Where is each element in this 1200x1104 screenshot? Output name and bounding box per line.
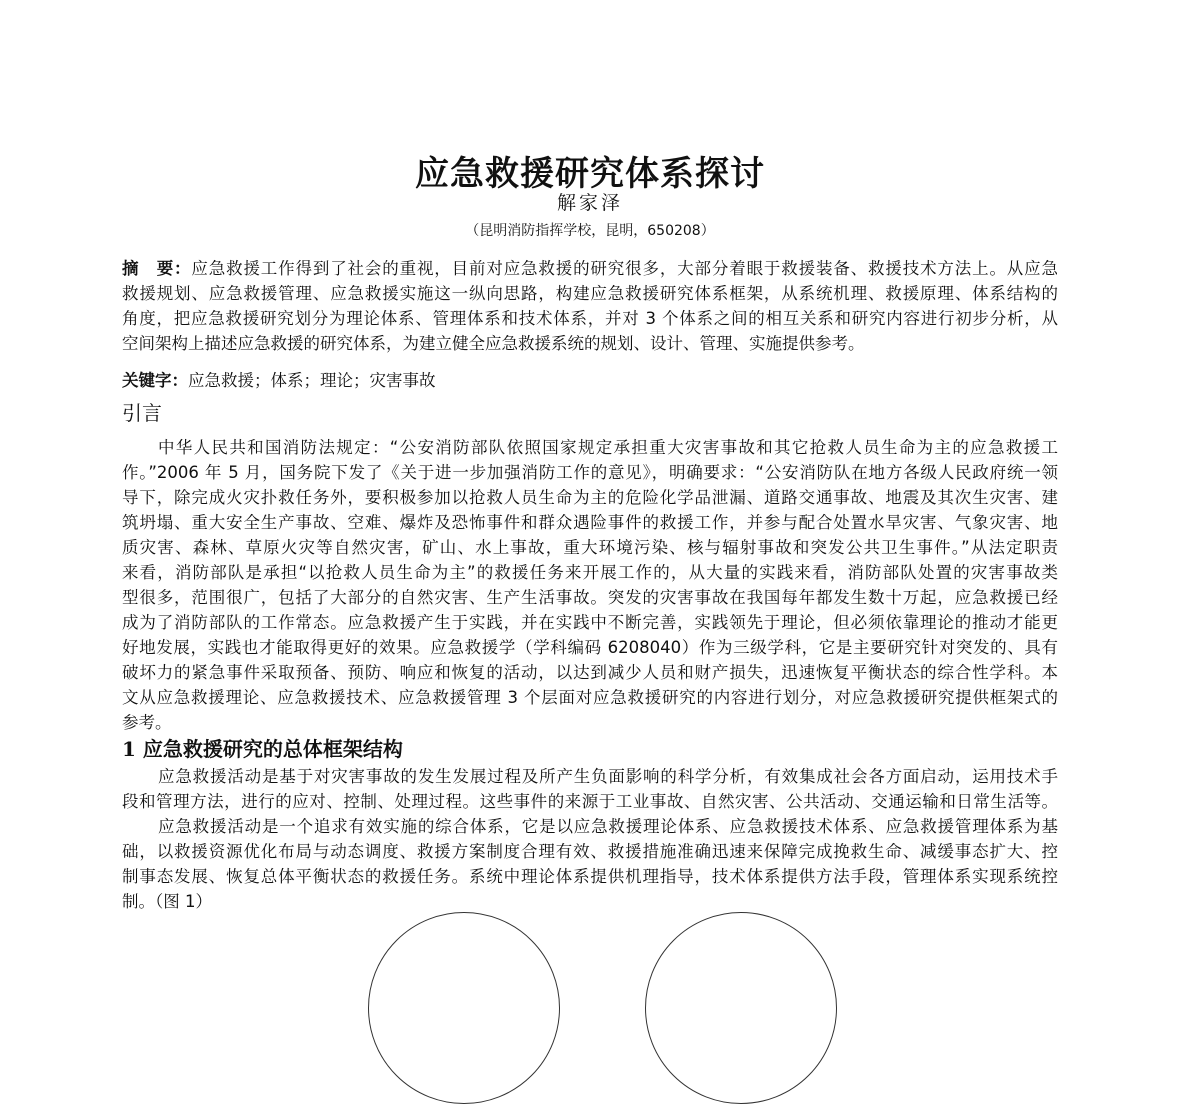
body-line: 制事态发展、恢复总体平衡状态的救援任务。系统中理论体系提供机理指导，技术体系提供方法手段，管理体系实现系统控	[122, 867, 1058, 886]
author-affiliation: （昆明消防指挥学校，昆明，650208）	[465, 223, 715, 239]
author-name: 解家泽	[556, 192, 623, 214]
body-line: 制。（图 1）	[122, 892, 212, 911]
intro-heading: 引言	[122, 401, 162, 425]
section-heading: 1 应急救援研究的总体框架结构	[122, 737, 403, 761]
body-line: 筑坍塌、重大安全生产事故、空难、爆炸及恐怖事件和群众遇险事件的救援工作，并参与配合处置水旱灾害、气象灾害、地	[122, 513, 1058, 532]
keywords	[122, 368, 1058, 393]
abstract-line: 角度，把应急救援研究划分为理论体系、管理体系和技术体系，并对 3 个体系之间的相互关系和研究内容进行初步分析，从	[122, 309, 1058, 328]
body-line: 质灾害、森林、草原火灾等自然灾害，矿山、水上事故，重大环境污染、核与辐射事故和突发公共卫生事件。”从法定职责	[122, 538, 1058, 557]
body-line: 应急救援活动是基于对灾害事故的发生发展过程及所产生负面影响的科学分析，有效集成社会各方面启动，运用技术手	[158, 767, 1058, 786]
body-line: 应急救援活动是一个追求有效实施的综合体系，它是以应急救援理论体系、应急救援技术体系、应急救援管理体系为基	[158, 817, 1058, 836]
abstract-line: 救援规划、应急救援管理、应急救援实施这一纵向思路，构建应急救援研究体系框架，从系统机理、救援原理、体系结构的	[122, 284, 1058, 303]
body-line: 参考。	[122, 713, 172, 732]
keywords-text: 应急救援；体系；理论；灾害事故	[188, 371, 436, 390]
paper-title: 应急救援研究体系探讨	[415, 154, 765, 194]
abstract-label: 摘 要：	[122, 259, 192, 278]
body-line: 作。”2006 年 5 月，国务院下发了《关于进一步加强消防工作的意见》，明确要求：“公安消防队在地方各级人民政府统一领	[122, 463, 1058, 482]
body-line: 破坏力的紧急事件采取预备、预防、响应和恢复的活动，以达到减少人员和财产损失，迅速恢复平衡状态的综合性学科。本	[122, 663, 1058, 682]
body-line: 型很多，范围很广，包括了大部分的自然灾害、生产生活事故。突发的灾害事故在我国每年都发生数十万起，应急救援已经	[122, 588, 1058, 607]
abstract	[122, 256, 1058, 356]
body-line: 段和管理方法，进行的应对、控制、处理过程。这些事件的来源于工业事故、自然灾害、公共活动、交通运输和日常生活等。	[122, 792, 1058, 811]
body-line: 好地发展，实践也才能取得更好的效果。应急救援学（学科编码 6208040）作为三级学科，它是主要研究针对突发的、具有	[122, 638, 1058, 657]
section1-body	[122, 764, 1058, 914]
intro-body	[122, 435, 1058, 735]
abstract-line: 空间架构上描述应急救援的研究体系，为建立健全应急救援系统的规划、设计、管理、实施提供参考。	[122, 334, 865, 353]
body-line: 础，以救援资源优化布局与动态调度、救援方案制度合理有效、救援措施准确迅速来保障完成挽救生命、减缓事态扩大、控	[122, 842, 1058, 861]
body-line: 中华人民共和国消防法规定：“公安消防部队依照国家规定承担重大灾害事故和其它抢救人员生命为主的应急救援工	[158, 438, 1058, 457]
keywords-label: 关键字：	[122, 371, 188, 390]
body-line: 成为了消防部队的工作常态。应急救援产生于实践，并在实践中不断完善，实践领先于理论，但必须依靠理论的推动才能更	[122, 613, 1058, 632]
body-line: 导下，除完成火灾扑救任务外，要积极参加以抢救人员生命为主的危险化学品泄漏、道路交通事故、地震及其次生灾害、建	[122, 488, 1058, 507]
abstract-line: 应急救援工作得到了社会的重视，目前对应急救援的研究很多，大部分着眼于救援装备、救援技术方法上。从应急	[191, 259, 1058, 278]
body-line: 来看，消防部队是承担“以抢救人员生命为主”的救援任务来开展工作的，从大量的实践来看，消防部队处置的灾害事故类	[122, 563, 1058, 582]
body-line: 文从应急救援理论、应急救援技术、应急救援管理 3 个层面对应急救援研究的内容进行划分，对应急救援研究提供框架式的	[122, 688, 1058, 707]
